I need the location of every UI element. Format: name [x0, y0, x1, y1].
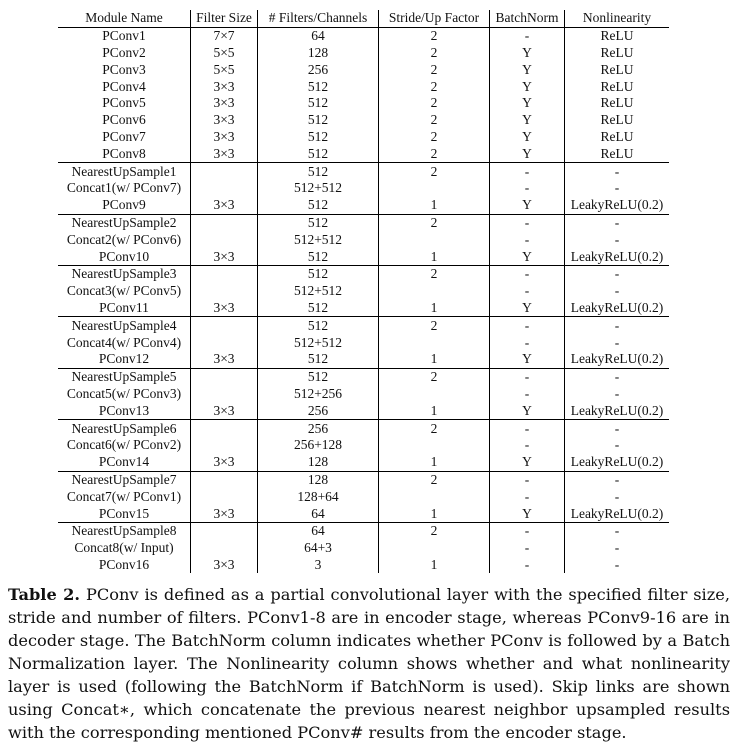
cell-module-name: PConv2 — [102, 44, 146, 60]
cell-stride: 2 — [379, 27, 490, 44]
cell-batchnorm: Y — [490, 95, 565, 112]
cell-nonlinearity: - — [565, 214, 670, 231]
cell-stride: 2 — [379, 522, 490, 539]
cell-filters-channels: 128 — [258, 471, 379, 488]
cell-module-name: PConv11 — [99, 299, 149, 315]
cell-stride: 2 — [379, 145, 490, 162]
caption-text: PConv is defined as a partial convolutional layer with the specified filter size, stride and number of filters. PConv1-8 are in encoder stage, whereas PConv9-16 are in decoder stage. The BatchNorm column indicates whether PConv is followed by a Batch Normalization layer. The Nonlinearity column shows whether and what nonlinearity layer is used (following the BatchNorm if BatchNorm is used). Skip links are shown using Concat∗, which concatenate the previous nearest neighbor upsampled results with the corresponding mentioned PConv# results from the encoder stage. — [8, 585, 730, 743]
cell-module-name: Concat5(w/ PConv3) — [66, 385, 182, 401]
cell-filters-channels: 512 — [258, 214, 379, 231]
cell-module-name: NearestUpSample7 — [58, 471, 191, 488]
cell-nonlinearity: ReLU — [565, 27, 670, 44]
table-row — [58, 437, 669, 454]
architecture-table-container — [58, 10, 669, 573]
cell-module-name: Concat1(w/ PConv7) — [66, 180, 182, 196]
cell-batchnorm: Y — [490, 454, 565, 471]
cell-module-name: Concat2(w/ PConv6) — [66, 231, 182, 247]
cell-nonlinearity: - — [565, 386, 670, 403]
table-row — [58, 505, 669, 522]
cell-nonlinearity: ReLU — [565, 112, 670, 129]
cell-filter-size: 5×5 — [191, 61, 258, 78]
cell-filter-size — [191, 386, 258, 403]
cell-batchnorm: Y — [490, 61, 565, 78]
cell-nonlinearity: LeakyReLU(0.2) — [565, 248, 670, 265]
table-row — [58, 180, 669, 197]
table-row — [58, 248, 669, 265]
table-row — [58, 368, 669, 385]
cell-filters-channels: 512 — [258, 300, 379, 317]
table-row — [58, 129, 669, 146]
table-row — [58, 471, 669, 488]
cell-filters-channels: 512 — [258, 129, 379, 146]
cell-module-name: NearestUpSample8 — [58, 522, 191, 539]
cell-filter-size — [191, 471, 258, 488]
cell-filter-size: 3×3 — [191, 112, 258, 129]
cell-module-name: NearestUpSample6 — [58, 420, 191, 437]
cell-filter-size — [191, 334, 258, 351]
cell-module-name: PConv8 — [102, 145, 146, 161]
cell-filter-size: 3×3 — [191, 505, 258, 522]
table-row — [58, 454, 669, 471]
cell-batchnorm: - — [490, 522, 565, 539]
cell-filters-channels: 512 — [258, 78, 379, 95]
cell-filters-channels: 512+512 — [258, 180, 379, 197]
table-row — [58, 163, 669, 180]
cell-filters-channels: 128 — [258, 454, 379, 471]
cell-filter-size — [191, 540, 258, 557]
cell-filter-size: 3×3 — [191, 78, 258, 95]
cell-batchnorm: - — [490, 386, 565, 403]
header-filter-size: Filter Size — [191, 10, 258, 27]
cell-nonlinearity: LeakyReLU(0.2) — [565, 505, 670, 522]
cell-filters-channels: 64+3 — [258, 540, 379, 557]
table-header-row — [58, 10, 669, 27]
table-row — [58, 197, 669, 214]
cell-stride — [379, 231, 490, 248]
cell-filters-channels: 3 — [258, 557, 379, 574]
cell-filter-size — [191, 420, 258, 437]
cell-filter-size: 3×3 — [191, 351, 258, 368]
cell-stride: 2 — [379, 368, 490, 385]
cell-filter-size — [191, 317, 258, 334]
cell-module-name: Concat4(w/ PConv4) — [66, 334, 182, 350]
cell-batchnorm: - — [490, 488, 565, 505]
cell-filter-size — [191, 488, 258, 505]
cell-filter-size: 7×7 — [191, 27, 258, 44]
cell-filters-channels: 512 — [258, 197, 379, 214]
cell-nonlinearity: ReLU — [565, 78, 670, 95]
table-row — [58, 145, 669, 162]
cell-filter-size — [191, 522, 258, 539]
cell-filter-size — [191, 231, 258, 248]
table-row — [58, 488, 669, 505]
table-row — [58, 300, 669, 317]
cell-stride: 1 — [379, 505, 490, 522]
caption-label: Table 2. — [8, 585, 81, 605]
cell-filter-size: 3×3 — [191, 248, 258, 265]
table-caption — [8, 583, 730, 744]
cell-nonlinearity: LeakyReLU(0.2) — [565, 351, 670, 368]
cell-nonlinearity: LeakyReLU(0.2) — [565, 197, 670, 214]
cell-nonlinearity: - — [565, 334, 670, 351]
cell-stride: 2 — [379, 265, 490, 282]
cell-batchnorm: - — [490, 557, 565, 574]
cell-nonlinearity: ReLU — [565, 129, 670, 146]
cell-batchnorm: - — [490, 231, 565, 248]
cell-batchnorm: - — [490, 334, 565, 351]
cell-filters-channels: 512 — [258, 351, 379, 368]
cell-stride — [379, 437, 490, 454]
cell-module-name: PConv4 — [102, 78, 146, 94]
cell-nonlinearity: ReLU — [565, 61, 670, 78]
cell-module-name: Concat6(w/ PConv2) — [66, 437, 182, 453]
cell-batchnorm: Y — [490, 78, 565, 95]
cell-stride: 1 — [379, 197, 490, 214]
cell-stride: 2 — [379, 163, 490, 180]
header-module-name: Module Name — [58, 10, 191, 27]
header-filters-channels: # Filters/Channels — [258, 10, 379, 27]
table-row — [58, 27, 669, 44]
cell-batchnorm: Y — [490, 300, 565, 317]
cell-module-name: PConv16 — [98, 556, 150, 572]
cell-stride: 2 — [379, 78, 490, 95]
cell-module-name: Concat3(w/ PConv5) — [66, 283, 182, 299]
cell-filters-channels: 512 — [258, 145, 379, 162]
cell-module-name: Concat8(w/ Input) — [74, 540, 174, 556]
cell-batchnorm: - — [490, 180, 565, 197]
cell-batchnorm: Y — [490, 197, 565, 214]
cell-nonlinearity: LeakyReLU(0.2) — [565, 300, 670, 317]
cell-nonlinearity: - — [565, 522, 670, 539]
table-row — [58, 334, 669, 351]
cell-module-name: NearestUpSample1 — [58, 163, 191, 180]
cell-filter-size: 5×5 — [191, 45, 258, 62]
cell-batchnorm: - — [490, 471, 565, 488]
cell-nonlinearity: LeakyReLU(0.2) — [565, 454, 670, 471]
table-row — [58, 557, 669, 574]
cell-module-name: NearestUpSample5 — [58, 368, 191, 385]
cell-filters-channels: 256 — [258, 402, 379, 419]
cell-stride — [379, 334, 490, 351]
cell-stride: 2 — [379, 214, 490, 231]
cell-filter-size: 3×3 — [191, 454, 258, 471]
cell-nonlinearity: ReLU — [565, 145, 670, 162]
cell-stride: 2 — [379, 45, 490, 62]
cell-filter-size — [191, 368, 258, 385]
cell-module-name: NearestUpSample2 — [58, 214, 191, 231]
cell-module-name: PConv9 — [102, 197, 146, 213]
cell-filter-size: 3×3 — [191, 129, 258, 146]
cell-module-name: PConv6 — [102, 112, 146, 128]
cell-batchnorm: - — [490, 27, 565, 44]
cell-filter-size — [191, 283, 258, 300]
cell-filter-size: 3×3 — [191, 300, 258, 317]
cell-nonlinearity: - — [565, 317, 670, 334]
cell-stride — [379, 180, 490, 197]
cell-filters-channels: 128+64 — [258, 488, 379, 505]
cell-filter-size: 3×3 — [191, 402, 258, 419]
cell-filter-size: 3×3 — [191, 145, 258, 162]
table-row — [58, 78, 669, 95]
cell-filters-channels: 512 — [258, 248, 379, 265]
cell-stride: 2 — [379, 317, 490, 334]
cell-batchnorm: Y — [490, 505, 565, 522]
cell-nonlinearity: - — [565, 471, 670, 488]
cell-batchnorm: Y — [490, 45, 565, 62]
cell-stride — [379, 488, 490, 505]
table-body — [58, 27, 669, 573]
table-row — [58, 214, 669, 231]
table-row — [58, 402, 669, 419]
cell-batchnorm: Y — [490, 402, 565, 419]
cell-batchnorm: - — [490, 540, 565, 557]
cell-filter-size — [191, 163, 258, 180]
cell-filters-channels: 512 — [258, 112, 379, 129]
cell-stride: 2 — [379, 129, 490, 146]
cell-stride: 1 — [379, 402, 490, 419]
cell-module-name: PConv12 — [98, 351, 150, 367]
cell-nonlinearity: - — [565, 163, 670, 180]
table-row — [58, 61, 669, 78]
cell-filters-channels: 256 — [258, 61, 379, 78]
cell-stride: 2 — [379, 61, 490, 78]
table-row — [58, 265, 669, 282]
cell-nonlinearity: ReLU — [565, 45, 670, 62]
table-row — [58, 95, 669, 112]
cell-filters-channels: 64 — [258, 27, 379, 44]
cell-filters-channels: 512+512 — [258, 283, 379, 300]
cell-nonlinearity: - — [565, 231, 670, 248]
cell-module-name: NearestUpSample3 — [58, 265, 191, 282]
cell-filters-channels: 128 — [258, 45, 379, 62]
cell-nonlinearity: - — [565, 420, 670, 437]
cell-module-name: PConv1 — [102, 28, 146, 44]
cell-filter-size — [191, 214, 258, 231]
table-row — [58, 283, 669, 300]
cell-module-name: PConv5 — [102, 95, 146, 111]
cell-module-name: NearestUpSample4 — [58, 317, 191, 334]
table-row — [58, 45, 669, 62]
cell-batchnorm: Y — [490, 248, 565, 265]
cell-batchnorm: - — [490, 214, 565, 231]
cell-filters-channels: 512 — [258, 95, 379, 112]
cell-batchnorm: Y — [490, 145, 565, 162]
cell-nonlinearity: - — [565, 368, 670, 385]
cell-filters-channels: 256+128 — [258, 437, 379, 454]
cell-filters-channels: 512+512 — [258, 231, 379, 248]
table-row — [58, 351, 669, 368]
cell-nonlinearity: LeakyReLU(0.2) — [565, 402, 670, 419]
table-row — [58, 317, 669, 334]
cell-stride: 2 — [379, 112, 490, 129]
cell-batchnorm: - — [490, 420, 565, 437]
cell-filter-size: 3×3 — [191, 95, 258, 112]
cell-nonlinearity: - — [565, 488, 670, 505]
cell-stride: 1 — [379, 557, 490, 574]
cell-filter-size: 3×3 — [191, 557, 258, 574]
cell-nonlinearity: - — [565, 437, 670, 454]
cell-module-name: PConv13 — [98, 402, 150, 418]
header-nonlinearity: Nonlinearity — [565, 10, 670, 27]
cell-nonlinearity: - — [565, 283, 670, 300]
cell-batchnorm: - — [490, 163, 565, 180]
cell-batchnorm: - — [490, 437, 565, 454]
header-stride-up-factor: Stride/Up Factor — [379, 10, 490, 27]
table-row — [58, 540, 669, 557]
cell-filters-channels: 256 — [258, 420, 379, 437]
cell-stride: 1 — [379, 351, 490, 368]
cell-nonlinearity: - — [565, 180, 670, 197]
cell-module-name: PConv15 — [98, 505, 150, 521]
header-batchnorm: BatchNorm — [490, 10, 565, 27]
architecture-table — [58, 10, 669, 573]
cell-batchnorm: - — [490, 317, 565, 334]
table-row — [58, 112, 669, 129]
cell-filter-size: 3×3 — [191, 197, 258, 214]
cell-stride — [379, 283, 490, 300]
cell-module-name: Concat7(w/ PConv1) — [66, 488, 182, 504]
cell-stride: 2 — [379, 95, 490, 112]
cell-stride: 2 — [379, 471, 490, 488]
table-row — [58, 420, 669, 437]
cell-stride: 1 — [379, 300, 490, 317]
cell-filter-size — [191, 265, 258, 282]
cell-module-name: PConv14 — [98, 454, 150, 470]
cell-filters-channels: 512 — [258, 163, 379, 180]
cell-module-name: PConv10 — [98, 248, 150, 264]
cell-batchnorm: - — [490, 265, 565, 282]
cell-stride: 1 — [379, 454, 490, 471]
cell-stride — [379, 386, 490, 403]
cell-stride — [379, 540, 490, 557]
cell-nonlinearity: ReLU — [565, 95, 670, 112]
cell-filter-size — [191, 180, 258, 197]
cell-module-name: PConv7 — [102, 128, 146, 144]
table-row — [58, 231, 669, 248]
cell-module-name: PConv3 — [102, 61, 146, 77]
cell-filters-channels: 512+256 — [258, 386, 379, 403]
cell-filters-channels: 64 — [258, 522, 379, 539]
table-row — [58, 386, 669, 403]
cell-batchnorm: Y — [490, 112, 565, 129]
cell-nonlinearity: - — [565, 557, 670, 574]
cell-filters-channels: 512+512 — [258, 334, 379, 351]
cell-nonlinearity: - — [565, 265, 670, 282]
cell-batchnorm: - — [490, 368, 565, 385]
cell-stride: 1 — [379, 248, 490, 265]
cell-filters-channels: 512 — [258, 317, 379, 334]
cell-batchnorm: Y — [490, 129, 565, 146]
cell-batchnorm: - — [490, 283, 565, 300]
cell-filter-size — [191, 437, 258, 454]
cell-filters-channels: 64 — [258, 505, 379, 522]
table-row — [58, 522, 669, 539]
cell-batchnorm: Y — [490, 351, 565, 368]
cell-nonlinearity: - — [565, 540, 670, 557]
cell-filters-channels: 512 — [258, 368, 379, 385]
cell-filters-channels: 512 — [258, 265, 379, 282]
cell-stride: 2 — [379, 420, 490, 437]
